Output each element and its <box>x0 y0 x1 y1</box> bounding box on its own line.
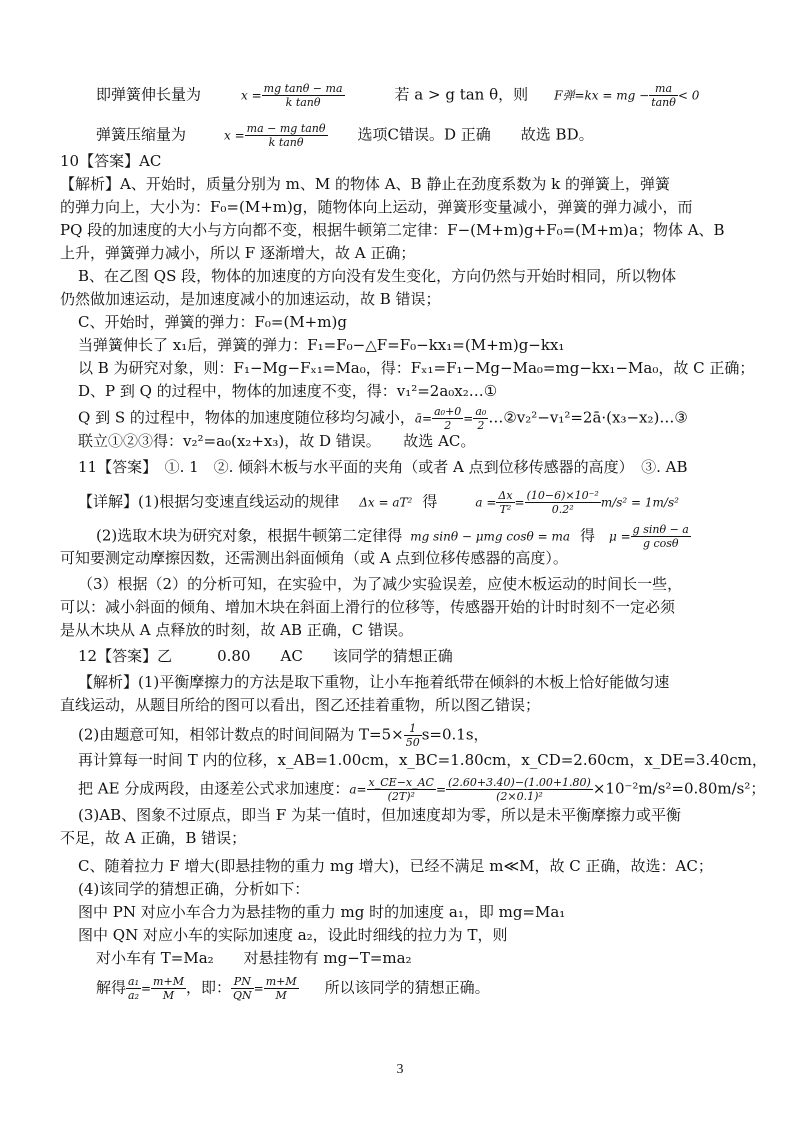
fraction <box>446 776 593 803</box>
text-line <box>78 456 687 478</box>
text-line <box>78 776 765 803</box>
text-line <box>60 619 413 641</box>
fraction-denominator: 0.2² <box>551 503 574 516</box>
fraction <box>367 776 436 803</box>
text-line <box>60 219 725 241</box>
fraction-denominator: M <box>275 989 287 1002</box>
math-expression: x = <box>224 128 245 143</box>
text-line <box>96 523 691 550</box>
line-text: ×10⁻²m/s²=0.80m/s²； <box>592 779 766 798</box>
text-line <box>78 645 453 667</box>
fraction <box>473 405 488 432</box>
line-text: 的弹力向上，大小为：F₀=(M+m)g，随物体向上运动，弹簧形变量减小，弹簧的弹力减小，而 <box>60 198 693 216</box>
fraction-numerator: 1 <box>404 722 422 736</box>
line-text: PQ 段的加速度的大小与方向都不变，根据牛顿第二定律：F−(M+m)g+F₀=(M+m)a；物体 A、B <box>60 221 725 239</box>
fraction <box>432 405 463 432</box>
text-line <box>78 357 754 379</box>
line-text: 解得 <box>96 978 127 997</box>
line-text: (2)选取木块为研究对象，根据牛顿第二定律得 <box>96 526 403 545</box>
text-line <box>60 150 161 172</box>
line-text: （3）根据（2）的分析可知，在实验中，为了减少实验误差，应使木板运动的时间长一些， <box>78 575 683 593</box>
line-text: 10【答案】AC <box>60 152 162 170</box>
line-text: …②v₂²−v₁²=2ā·(x₃−x₂)…③ <box>488 408 688 427</box>
text-line <box>78 878 309 900</box>
math-expression: = <box>435 782 447 797</box>
math-expression: F弹=kx = mg − <box>554 88 650 103</box>
line-text: (3)AB、图象不过原点，即当 F 为某一值时，但加速度却为零，所以是未平衡摩擦力或平衡 <box>78 806 682 824</box>
page-number: 3 <box>396 1062 404 1077</box>
math-expression: = <box>463 411 474 426</box>
text-line <box>78 405 688 432</box>
text-line <box>60 288 441 310</box>
line-text: 对小车有 T=Ma₂ 对悬挂物有 mg−T=ma₂ <box>96 949 412 967</box>
math-expression: = <box>253 981 264 996</box>
text-line <box>96 82 699 109</box>
math-expression: = <box>514 495 525 510</box>
line-text: 即弹簧伸长量为 <box>96 85 202 104</box>
line-text: (4)该同学的猜想正确，分析如下： <box>78 880 310 898</box>
text-line <box>78 855 713 877</box>
text-line <box>78 671 669 693</box>
fraction-denominator: g cosθ <box>642 537 679 550</box>
text-line <box>78 489 679 516</box>
fraction-denominator: k tanθ <box>285 96 321 109</box>
fraction-numerator: PN <box>231 975 254 989</box>
line-text: 11【答案】 ①. 1 ②. 倾斜木板与水平面的夹角（或者 A 点到位移传感器的高度） ③. AB <box>78 458 688 476</box>
text-line <box>78 311 347 333</box>
fraction-numerator: m+M <box>153 975 184 988</box>
fraction-denominator: a₂ <box>128 989 139 1002</box>
line-text: (2)由题意可知，相邻计数点的时间间隔为 T=5× <box>78 725 404 744</box>
line-text: 图中 QN 对应小车的实际加速度 a₂，设此时细线的拉力为 T，则 <box>78 926 508 944</box>
line-text: 以 B 为研究对象，则：F₁−Mg−Fₓ₁=Ma₀，得：Fₓ₁=F₁−Mg−Ma₀=mg−kx₁−Ma₀，故 C 正确； <box>78 359 755 377</box>
text-line <box>60 242 415 264</box>
text-line <box>78 804 681 826</box>
fraction-numerator: Δx <box>498 489 513 502</box>
line-text: 【详解】(1)根据匀变速直线运动的规律 <box>78 492 340 511</box>
text-line <box>78 749 767 771</box>
fraction-denominator: T² <box>499 503 512 516</box>
line-text: 把 AE 分成两段，由逐差公式求加速度： <box>78 779 350 798</box>
fraction <box>525 489 601 516</box>
math-expression: a = <box>475 495 497 510</box>
math-expression: Δx = aT² <box>359 495 413 510</box>
line-text: 【解析】(1)平衡摩擦力的方法是取下重物，让小车拖着纸带在倾斜的木板上恰好能做匀速 <box>78 673 670 691</box>
fraction-numerator: ma − mg tanθ <box>246 122 326 135</box>
fraction <box>262 82 345 109</box>
fraction-denominator: tanθ <box>651 96 676 109</box>
line-text: 联立①②③得：v₂²=a₀(x₂+x₃)，故 D 错误。 故选 AC。 <box>78 432 476 450</box>
line-text: s=0.1s， <box>421 725 489 744</box>
fraction-denominator: M <box>162 989 175 1002</box>
text-line <box>60 596 675 618</box>
math-expression: ā= <box>414 411 433 426</box>
math-expression: mg sinθ − μmg cosθ = ma <box>410 529 570 544</box>
fraction-numerator: a₁ <box>128 975 139 988</box>
text-line <box>78 380 497 402</box>
text-line <box>96 122 594 149</box>
line-text: D、P 到 Q 的过程中，物体的加速度不变，得：v₁²=2a₀x₂…① <box>78 382 498 400</box>
fraction-denominator: 2 <box>477 419 485 432</box>
text-line <box>60 694 540 716</box>
fraction-denominator: 50 <box>405 736 420 749</box>
fraction-denominator: (2T)² <box>387 790 415 803</box>
fraction-numerator: g sinθ − a <box>632 523 689 536</box>
line-text: 弹簧压缩量为 <box>96 125 187 144</box>
text-line <box>78 265 676 287</box>
line-text: 是从木块从 A 点释放的时刻，故 AB 正确，C 错误。 <box>60 621 414 639</box>
line-text: 得 <box>422 492 438 511</box>
fraction-numerator: mg tanθ − ma <box>263 82 343 95</box>
line-text: 12【答案】乙 0.80 AC 该同学的猜想正确 <box>78 647 453 665</box>
text-line <box>78 924 507 946</box>
fraction <box>496 489 514 516</box>
fraction-numerator: x_CE−x_AC <box>368 776 434 789</box>
line-text: 上升，弹簧弹力减小，所以 F 逐渐增大，故 A 正确； <box>60 244 416 262</box>
line-text: 【解析】A、开始时，质量分别为 m、M 的物体 A、B 静止在劲度系数为 k 的弹簧上，弹簧 <box>60 175 670 193</box>
text-line <box>60 173 670 195</box>
line-text: B、在乙图 QS 段，物体的加速度的方向没有发生变化，方向仍然与开始时相同，所以物体 <box>78 267 677 285</box>
line-text: 所以该同学的猜想正确。 <box>324 978 490 997</box>
fraction-numerator: (2.60+3.40)−(1.00+1.80) <box>448 776 591 789</box>
line-text: 仍然做加速运动，是加速度减小的加速运动，故 B 错误； <box>60 290 441 308</box>
text-line <box>96 947 412 969</box>
fraction <box>126 975 141 1002</box>
fraction-denominator: QN <box>232 989 252 1002</box>
fraction-numerator: a₀ <box>475 405 487 418</box>
line-text: C、开始时，弹簧的弹力：F₀=(M+m)g <box>78 313 347 331</box>
line-text: 得 <box>579 526 595 545</box>
fraction-numerator: m+M <box>265 975 297 988</box>
fraction <box>649 82 678 109</box>
fraction <box>404 722 422 749</box>
fraction <box>245 122 328 149</box>
line-text: 当弹簧伸长了 x₁后，弹簧的弹力：F₁=F₀−△F=F₀−kx₁=(M+m)g−kx₁ <box>78 336 565 354</box>
math-expression: x = <box>241 88 262 103</box>
line-text: 可以：减小斜面的倾角、增加木块在斜面上滑行的位移等，传感器开始的计时时刻不一定必须 <box>60 598 676 616</box>
text-line <box>78 722 489 749</box>
line-text: 可知要测定动摩擦因数，还需测出斜面倾角（或 A 点到位移传感器的高度）。 <box>60 549 568 567</box>
fraction-numerator: ma <box>649 82 678 96</box>
line-text: 选项C错误。D 正确 故选 BD。 <box>357 125 594 144</box>
line-text: 若 a > g tan θ，则 <box>394 85 529 104</box>
math-expression: < 0 <box>677 88 700 103</box>
math-expression: a= <box>349 782 367 797</box>
text-line <box>78 430 475 452</box>
fraction-numerator: a₀+0 <box>434 405 462 418</box>
fraction <box>231 975 254 1002</box>
text-line <box>96 975 490 1002</box>
line-text: Q 到 S 的过程中，物体的加速度随位移均匀减小， <box>78 408 415 427</box>
text-line <box>78 901 565 923</box>
math-expression: μ = <box>609 529 631 544</box>
fraction <box>151 975 186 1002</box>
text-line <box>78 573 682 595</box>
text-line <box>60 827 246 849</box>
fraction-numerator: (10−6)×10⁻² <box>526 489 599 502</box>
line-text: 直线运动，从题目所给的图可以看出，图乙还挂着重物，所以图乙错误； <box>60 696 541 714</box>
fraction <box>631 523 691 550</box>
line-text: 不足，故 A 正确，B 错误； <box>60 829 247 847</box>
text-line <box>60 547 568 569</box>
line-text: ，即： <box>185 978 231 997</box>
line-text: C、随着拉力 F 增大(即悬挂物的重力 mg 增大)，已经不满足 m≪M，故 C 正确，故选：AC； <box>78 857 713 875</box>
line-text: 再计算每一时间 T 内的位移，x_AB=1.00cm，x_BC=1.80cm，x_CD=2.60cm，x_DE=3.40cm， <box>78 751 767 769</box>
fraction-denominator: 2 <box>444 419 452 432</box>
text-line <box>60 196 692 218</box>
line-text: 图中 PN 对应小车合力为悬挂物的重力 mg 时的加速度 a₁，即 mg=Ma₁ <box>78 903 566 921</box>
math-expression: m/s² = 1m/s² <box>600 495 679 510</box>
fraction-denominator: k tanθ <box>268 136 304 149</box>
fraction <box>264 975 299 1002</box>
text-line <box>78 334 564 356</box>
fraction-denominator: (2×0.1)² <box>496 790 543 803</box>
math-expression: = <box>140 981 152 996</box>
